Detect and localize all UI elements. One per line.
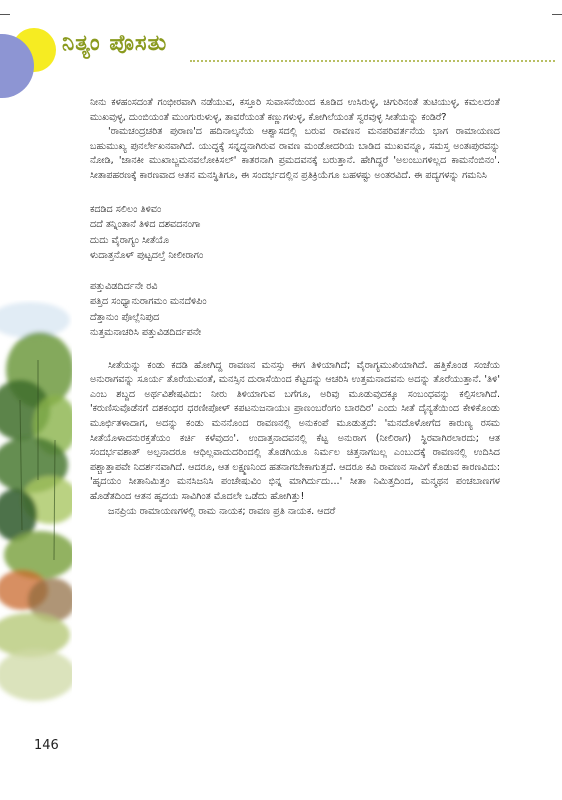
poem-line: ಕದಡಿದ ಸಲಿಲಂ ತಿಳಿವಂ [90, 203, 162, 215]
poem-line: ಪತ್ತಿದ ಸಂಧ್ಯಾನುರಾಗಮಂ ಮನದೆಳಿಪಿಂ [90, 296, 207, 308]
poem-line: ದುದು ವೈರಾಗ್ಯಂ ಸೀತೆಯೊ [90, 234, 170, 246]
poem-stanza-2 [90, 279, 500, 341]
watercolor-landscape-illustration [0, 300, 72, 720]
paragraph-2: 'ರಾಮಚಂದ್ರಚರಿತ ಪುರಾಣ'ದ ಹದಿನಾಲ್ಕನೆಯ ಆಶ್ವಾಸದಲ್ಲಿ ಬರುವ ರಾವಣನ ಮನಪರಿವರ್ತನೆಯ ಭಾಗ ರಾಮಾಯಣದ ಬಹುಮುಖ್ಯ ಪುನರ್ಲೇಖನವಾಗಿದೆ. ಯುದ್ಧಕ್ಕೆ ಸನ್ನದ್ಧನಾಗಿರುವ ರಾವಣ ಮಂಡೋದರಿಯ ಬಾಡಿದ ಮುಖವನ್ನೂ, ಸಮಸ್ತ ಅಂತಃಪುರವನ್ನು ನೋಡಿ, 'ಜಾನಕೀ ಮುಖಾಬ್ಜಮನವಲೋಕಿಸಲ್' ಕಾತರನಾಗಿ ಪ್ರಮದವನಕ್ಕೆ ಬರುತ್ತಾನೆ. ಹೇಗಿದ್ದರೆ 'ಅಲಂಬುಗಳಿಲ್ಲದ ಕಾಮನೆಂಬಿನಂ'. ಸೀತಾಪಹರಣಕ್ಕೆ ಕಾರಣವಾದ ಆತನ ಮನಸ್ಥಿತಿಗೂ, ಈ ಸಂದರ್ಭದಲ್ಲಿನ ಪ್ರತಿಕ್ರಿಯೆಗೂ ಬಹಳಷ್ಟು ಅಂತರವಿದೆ. ಈ ಪದ್ಯಗಳನ್ನು ಗಮನಿಸಿ [90, 126, 500, 181]
article-body [90, 96, 500, 519]
section-title: ನಿತ್ಯಂ ಪೊಸತು [62, 30, 168, 56]
crop-mark-top-right [552, 14, 562, 15]
poem-line: ಳುದಾತ್ತನೊಳ್ ಪುಟ್ಟದಲ್ತೆ ನೀಲೀರಾಗಂ [90, 250, 204, 262]
crop-mark-top-left [0, 14, 10, 15]
paragraph-1: ನೀನು ಕಳಹಂಸದಂತೆ ಗಂಭೀರವಾಗಿ ನಡೆಯುವ, ಕಸ್ತೂರಿ ಸುವಾಸನೆಯಿಂದ ಕೂಡಿದ ಉಸಿರುಳ್ಳ, ಚಿಗುರಿನಂತೆ ತುಟಿಯುಳ್ಳ, ಕಮಲದಂತೆ ಮುಖವುಳ್ಳ, ದುಂಬಿಯಂತೆ ಮುಂಗುರುಳುಳ್ಳ, ತಾವರೆಯಂತೆ ಕಣ್ಣುಗಳುಳ್ಳ, ಕೋಗಿಲೆಯಂತೆ ಸ್ವರವುಳ್ಳ ಸೀತೆಯನ್ನು ಕಂಡಿರೆ? [90, 97, 500, 123]
paragraph-4: ಜನಪ್ರಿಯ ರಾಮಾಯಣಗಳಲ್ಲಿ ರಾಮ ನಾಯಕ; ರಾವಣ ಪ್ರತಿ ನಾಯಕ. ಆದರೆ [108, 505, 336, 517]
page-number: 146 [34, 738, 59, 753]
paragraph-3: ಸೀತೆಯನ್ನು ಕಂಡು ಕದಡಿ ಹೋಗಿದ್ದ ರಾವಣನ ಮನಸ್ಸು ಈಗ ತಿಳಿಯಾಗಿದೆ; ವೈರಾಗ್ಯಮುಖಿಯಾಗಿದೆ. ಹತ್ತಿಕೊಂಡ ಸಂಜೆಯ ಅನುರಾಗವನ್ನು ಸೂರ್ಯ ತೊರೆಯುವಂತೆ, ಮನಸ್ಸಿನ ದುರಾಸೆಯಿಂದ ಕೆಟ್ಟದನ್ನು ಆಚರಿಸಿ ಉತ್ತಮನಾದವನು ಅದನ್ನು ತೊರೆಯುತ್ತಾನೆ. 'ತಿಳಿ' ಎಂಬ ಶಬ್ದದ ಅರ್ಥವಿಶೇಷವಿದು: ನೀರು ತಿಳಿಯಾಗುವ ಬಗೆಗೂ, ಅರಿವು ಮೂಡುವುದಕ್ಕೂ ಸಂಬಂಧವನ್ನು ಕಲ್ಪಿಸಲಾಗಿದೆ. 'ಕರುಣಿಸುವೊಡೆನಗೆ ದಶಕಂಧರ ಧರಣೀಪೋಳ್ ಕಪಟನುಜನಾಯುಃ ಪ್ರಾಣಂಬರೆಂಗಂ ಬಾರದಿರ' ಎಂದು ಸೀತೆ ದೈನ್ಯತೆಯಿಂದ ಕೇಳಿಕೊಂಡು ಮೂರ್ಛಿತಳಾದಾಗ, ಅದನ್ನು ಕಂಡು ಮನನೊಂದ ರಾವಣನಲ್ಲಿ ಅನುಕಂಪೆ ಮೂಡುತ್ತದೆ: 'ಮನದೊಳೋಗೆದ ಕಾರುಣ್ಯ ರಸಮ ಸೀತೆಯೊಳಾದನುರಕ್ತತೆಯಂ ಕರ್ಚಿ ಕಳೆವುದಂ'. ಉದಾತ್ತನಾದವನಲ್ಲಿ ಕೆಟ್ಟ ಅನುರಾಗ (ನೀಲಿರಾಗ) ಸ್ಥಿರವಾಗಿರಲಾರದು; ಆತ ಸಂದರ್ಭವಶಾತ್ ಅಲ್ಪನಾದರೂ ಆಧಿಲ್ಲವಾದುದರಿಂದಲ್ಲಿ ತೊಡಗಿಯೂ ನಿರ್ಮಲ ಚಿತ್ತನಾಗಬಲ್ಲ ಎಂಬುದಕ್ಕೆ ರಾವಣನಲ್ಲಿ ಉದಿಸಿದ ಪಶ್ಚಾತ್ತಾಪವೇ ನಿದರ್ಶನವಾಗಿದೆ. ಆದರೂ, ಆತ ಲಕ್ಷ್ಮಣನಿಂದ ಹತನಾಗಬೇಕಾಗುತ್ತದೆ. ಆದರೂ ಕವಿ ರಾವಣನ ಸಾವಿಗೆ ಕೊಡುವ ಕಾರಣವಿದು: 'ಹೃದಯಂ ಸೀತಾನಿಮಿತ್ತಂ ಮನಸಿಜನಿಸಿ ಪಂಚೇಷುವಿಂ ಭಿನ್ನ ಮಾಗಿರ್ದುದು...' ಸೀತಾ ನಿಮಿತ್ತದಿಂದ, ಮನ್ಮಥನ ಪಂಚಬಾಣಗಳ ಹೊಡೆತದಿಂದ ಆತನ ಹೃದಯ ಸಾವಿಗಿಂತ ಮೊದಲೇ ಒಡೆದು ಹೋಗಿತ್ತು! [90, 359, 500, 502]
poem-line: ದದೆ ತನ್ನಿಂತಾನೆ ತಿಳಿದ ದಶವದನಂಗಾ [90, 219, 201, 231]
poem-stanza-1 [90, 202, 500, 264]
poem-line: ದೆತ್ತಾನುಂ ಪೊಲ್ಲೆನಿಪುದ [90, 311, 160, 323]
poem-line: ಪತ್ತುವಿಡದಿರ್ದನೇ ರವಿ [90, 280, 158, 292]
header-dotted-rule [190, 60, 555, 62]
poem-line: ನುತ್ತಮನಾಚರಿಸಿ ಪತ್ತುವಿಡದಿರ್ದಪನೇ [90, 327, 202, 339]
